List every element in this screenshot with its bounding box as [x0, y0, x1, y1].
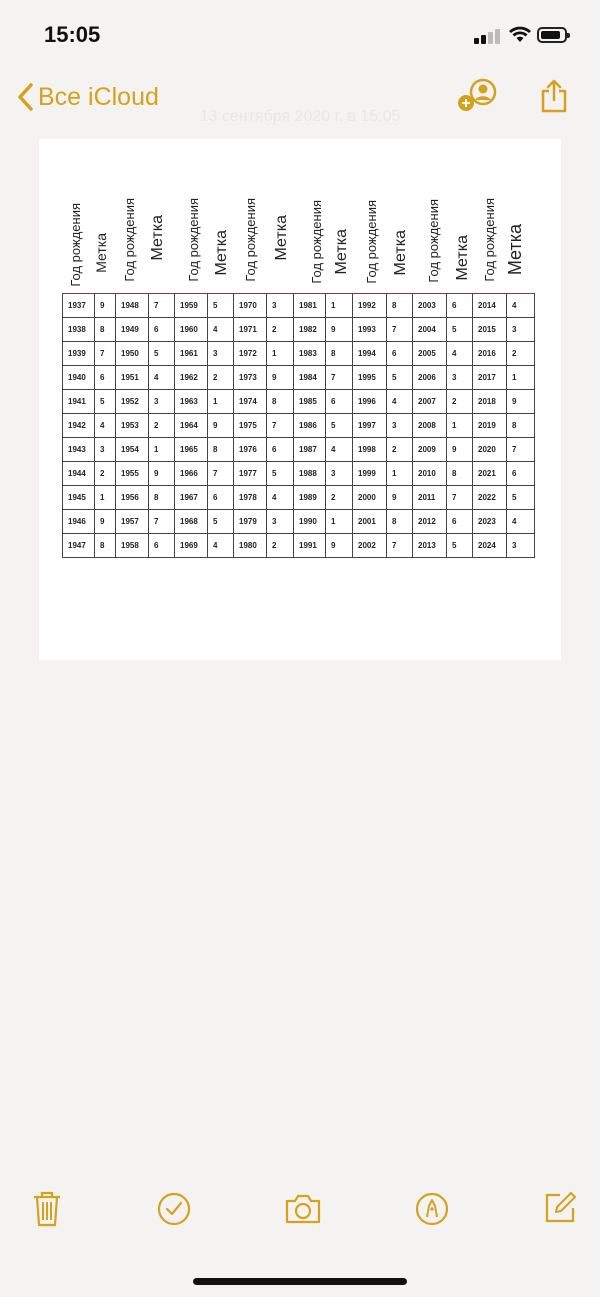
mark-cell: 4 [507, 294, 535, 318]
table-row [63, 366, 535, 390]
wifi-icon [508, 24, 532, 44]
mark-cell: 6 [267, 438, 294, 462]
birth-year-cell: 1961 [175, 342, 208, 366]
mark-cell: 4 [387, 390, 413, 414]
mark-cell: 2 [447, 390, 473, 414]
mark-cell: 2 [267, 318, 294, 342]
mark-cell: 8 [387, 510, 413, 534]
birth-year-cell: 1945 [63, 486, 95, 510]
mark-cell: 7 [447, 486, 473, 510]
birth-year-cell: 1969 [175, 534, 208, 558]
pen-tip-icon[interactable] [415, 1192, 449, 1226]
birth-year-cell: 1940 [63, 366, 95, 390]
birth-year-cell: 1988 [294, 462, 326, 486]
header-mark: Метка [333, 228, 350, 274]
header-year: Год рождения [243, 198, 258, 282]
table-headers [62, 150, 542, 290]
birth-year-cell: 1952 [116, 390, 149, 414]
birth-year-cell: 1953 [116, 414, 149, 438]
mark-cell: 4 [507, 510, 535, 534]
camera-icon[interactable] [284, 1193, 322, 1225]
mark-cell: 3 [507, 318, 535, 342]
mark-cell: 6 [387, 342, 413, 366]
birth-year-cell: 1986 [294, 414, 326, 438]
birth-year-cell: 2002 [353, 534, 387, 558]
birth-year-cell: 1977 [234, 462, 267, 486]
mark-cell: 4 [208, 534, 234, 558]
birth-year-cell: 2012 [413, 510, 447, 534]
birth-year-cell: 1983 [294, 342, 326, 366]
mark-cell: 7 [149, 294, 175, 318]
birth-year-cell: 2008 [413, 414, 447, 438]
birth-year-cell: 1964 [175, 414, 208, 438]
birth-year-cell: 1992 [353, 294, 387, 318]
mark-cell: 6 [149, 534, 175, 558]
header-year: Год рождения [426, 199, 441, 283]
mark-cell: 5 [507, 486, 535, 510]
birth-year-cell: 2010 [413, 462, 447, 486]
birth-year-cell: 1999 [353, 462, 387, 486]
mark-cell: 6 [326, 390, 353, 414]
birth-year-cell: 2023 [473, 510, 507, 534]
birth-year-cell: 1987 [294, 438, 326, 462]
mark-cell: 1 [326, 510, 353, 534]
birth-year-cell: 1959 [175, 294, 208, 318]
birth-year-cell: 1997 [353, 414, 387, 438]
mark-cell: 4 [149, 366, 175, 390]
mark-cell: 2 [507, 342, 535, 366]
mark-cell: 9 [267, 366, 294, 390]
mark-cell: 9 [326, 534, 353, 558]
birth-year-cell: 1947 [63, 534, 95, 558]
birth-year-cell: 1944 [63, 462, 95, 486]
birth-year-cell: 2003 [413, 294, 447, 318]
table-row [63, 534, 535, 558]
mark-cell: 6 [447, 294, 473, 318]
table-row [63, 510, 535, 534]
birth-year-cell: 1955 [116, 462, 149, 486]
mark-cell: 5 [447, 534, 473, 558]
mark-cell: 5 [208, 294, 234, 318]
birth-year-cell: 2021 [473, 462, 507, 486]
compose-icon[interactable] [543, 1191, 577, 1225]
mark-cell: 8 [95, 318, 116, 342]
birth-year-cell: 1980 [234, 534, 267, 558]
birth-year-cell: 1993 [353, 318, 387, 342]
birth-year-cell: 2005 [413, 342, 447, 366]
mark-cell: 8 [267, 390, 294, 414]
table-row [63, 294, 535, 318]
mark-cell: 2 [387, 438, 413, 462]
birth-year-cell: 1991 [294, 534, 326, 558]
birth-year-cell: 1996 [353, 390, 387, 414]
mark-cell: 2 [95, 462, 116, 486]
table-row [63, 390, 535, 414]
birth-year-cell: 1942 [63, 414, 95, 438]
birth-year-cell: 1943 [63, 438, 95, 462]
mark-cell: 8 [326, 342, 353, 366]
birth-year-cell: 2013 [413, 534, 447, 558]
birth-year-cell: 2022 [473, 486, 507, 510]
birth-year-cell: 1972 [234, 342, 267, 366]
birth-year-cell: 1965 [175, 438, 208, 462]
mark-cell: 5 [208, 510, 234, 534]
mark-cell: 2 [326, 486, 353, 510]
mark-cell: 1 [387, 462, 413, 486]
header-mark: Метка [392, 229, 409, 275]
header-year: Год рождения [364, 200, 379, 284]
status-time: 15:05 [44, 22, 101, 47]
birth-year-cell: 1979 [234, 510, 267, 534]
mark-cell: 6 [95, 366, 116, 390]
birth-year-cell: 1985 [294, 390, 326, 414]
birth-year-cell: 1941 [63, 390, 95, 414]
birth-year-cell: 1968 [175, 510, 208, 534]
mark-cell: 3 [95, 438, 116, 462]
mark-cell: 7 [326, 366, 353, 390]
birth-year-cell: 2015 [473, 318, 507, 342]
birth-year-cell: 1998 [353, 438, 387, 462]
mark-cell: 8 [149, 486, 175, 510]
birth-year-cell: 1966 [175, 462, 208, 486]
birth-year-cell: 2006 [413, 366, 447, 390]
mark-cell: 4 [95, 414, 116, 438]
home-indicator [193, 1278, 407, 1285]
birth-year-cell: 1971 [234, 318, 267, 342]
mark-cell: 3 [447, 366, 473, 390]
birth-year-cell: 1960 [175, 318, 208, 342]
birth-year-cell: 2004 [413, 318, 447, 342]
birth-year-cell: 2020 [473, 438, 507, 462]
mark-cell: 3 [507, 534, 535, 558]
mark-cell: 2 [149, 414, 175, 438]
status-bar [0, 0, 600, 70]
mark-cell: 3 [387, 414, 413, 438]
mark-cell: 9 [95, 510, 116, 534]
header-mark: Метка [454, 234, 471, 280]
birth-year-cell: 2017 [473, 366, 507, 390]
header-mark: Метка [93, 233, 109, 273]
header-mark: Метка [273, 214, 290, 260]
header-year: Год рождения [122, 198, 137, 282]
birth-year-cell: 1956 [116, 486, 149, 510]
signal-icon [474, 28, 502, 44]
mark-cell: 3 [267, 294, 294, 318]
birth-year-cell: 1970 [234, 294, 267, 318]
mark-cell: 9 [387, 486, 413, 510]
mark-cell: 7 [387, 534, 413, 558]
mark-cell: 1 [447, 414, 473, 438]
mark-cell: 5 [95, 390, 116, 414]
mark-cell: 8 [95, 534, 116, 558]
birth-year-cell: 1994 [353, 342, 387, 366]
birth-year-cell: 2014 [473, 294, 507, 318]
mark-cell: 4 [447, 342, 473, 366]
table-row [63, 486, 535, 510]
mark-cell: 1 [326, 294, 353, 318]
mark-cell: 4 [326, 438, 353, 462]
birth-year-cell: 2009 [413, 438, 447, 462]
mark-cell: 9 [507, 390, 535, 414]
birth-year-cell: 1951 [116, 366, 149, 390]
mark-cell: 6 [507, 462, 535, 486]
table-row [63, 414, 535, 438]
birth-year-cell: 1982 [294, 318, 326, 342]
birth-year-table [62, 293, 535, 558]
mark-cell: 2 [267, 534, 294, 558]
birth-year-cell: 1958 [116, 534, 149, 558]
mark-cell: 6 [447, 510, 473, 534]
mark-cell: 1 [149, 438, 175, 462]
birth-year-cell: 1954 [116, 438, 149, 462]
mark-cell: 5 [387, 366, 413, 390]
birth-year-cell: 1962 [175, 366, 208, 390]
mark-cell: 9 [95, 294, 116, 318]
birth-year-cell: 1950 [116, 342, 149, 366]
trash-icon[interactable] [31, 1190, 63, 1228]
birth-year-cell: 1967 [175, 486, 208, 510]
mark-cell: 9 [149, 462, 175, 486]
mark-cell: 7 [267, 414, 294, 438]
birth-year-cell: 2016 [473, 342, 507, 366]
birth-year-cell: 1984 [294, 366, 326, 390]
birth-year-cell: 1946 [63, 510, 95, 534]
mark-cell: 1 [208, 390, 234, 414]
mark-cell: 9 [447, 438, 473, 462]
birth-year-cell: 1975 [234, 414, 267, 438]
header-mark: Метка [213, 229, 230, 275]
mark-cell: 7 [208, 462, 234, 486]
mark-cell: 9 [326, 318, 353, 342]
mark-cell: 8 [387, 294, 413, 318]
mark-cell: 6 [208, 486, 234, 510]
mark-cell: 5 [149, 342, 175, 366]
battery-icon [537, 27, 567, 43]
mark-cell: 3 [149, 390, 175, 414]
birth-year-cell: 2001 [353, 510, 387, 534]
header-year: Год рождения [68, 203, 83, 287]
header-year: Год рождения [186, 198, 201, 282]
mark-cell: 9 [208, 414, 234, 438]
birth-year-cell: 2007 [413, 390, 447, 414]
mark-cell: 7 [507, 438, 535, 462]
mark-cell: 2 [208, 366, 234, 390]
mark-cell: 5 [267, 462, 294, 486]
birth-year-cell: 1995 [353, 366, 387, 390]
birth-year-cell: 1949 [116, 318, 149, 342]
birth-year-cell: 1939 [63, 342, 95, 366]
mark-cell: 3 [326, 462, 353, 486]
mark-cell: 8 [447, 462, 473, 486]
birth-year-cell: 1976 [234, 438, 267, 462]
bottom-toolbar [0, 1190, 600, 1245]
mark-cell: 1 [95, 486, 116, 510]
mark-cell: 4 [208, 318, 234, 342]
table-row [63, 318, 535, 342]
birth-year-cell: 1963 [175, 390, 208, 414]
checkmark-circle-icon[interactable] [157, 1192, 191, 1226]
birth-year-cell: 1948 [116, 294, 149, 318]
mark-cell: 4 [267, 486, 294, 510]
birth-year-cell: 1989 [294, 486, 326, 510]
birth-year-cell: 2018 [473, 390, 507, 414]
note-date: 13 сентября 2020 г. в 15:05 [199, 108, 401, 125]
mark-cell: 7 [95, 342, 116, 366]
birth-year-cell: 2000 [353, 486, 387, 510]
back-label: Все iCloud [38, 82, 159, 111]
mark-cell: 7 [149, 510, 175, 534]
mark-cell: 7 [387, 318, 413, 342]
birth-year-cell: 1938 [63, 318, 95, 342]
birth-year-cell: 1981 [294, 294, 326, 318]
header-year: Год рождения [309, 200, 324, 284]
mark-cell: 3 [267, 510, 294, 534]
mark-cell: 8 [507, 414, 535, 438]
birth-year-cell: 1937 [63, 294, 95, 318]
birth-year-cell: 2011 [413, 486, 447, 510]
mark-cell: 5 [326, 414, 353, 438]
table-row [63, 342, 535, 366]
birth-year-cell: 2024 [473, 534, 507, 558]
birth-year-cell: 1974 [234, 390, 267, 414]
header-mark: Метка [505, 223, 525, 275]
mark-cell: 1 [267, 342, 294, 366]
birth-year-cell: 1978 [234, 486, 267, 510]
header-mark: Метка [149, 214, 166, 260]
mark-cell: 8 [208, 438, 234, 462]
table-row [63, 462, 535, 486]
birth-year-cell: 1957 [116, 510, 149, 534]
mark-cell: 3 [208, 342, 234, 366]
mark-cell: 5 [447, 318, 473, 342]
table-row [63, 438, 535, 462]
birth-year-cell: 1973 [234, 366, 267, 390]
mark-cell: 6 [149, 318, 175, 342]
mark-cell: 1 [507, 366, 535, 390]
birth-year-cell: 2019 [473, 414, 507, 438]
header-year: Год рождения [482, 198, 497, 282]
birth-year-cell: 1990 [294, 510, 326, 534]
